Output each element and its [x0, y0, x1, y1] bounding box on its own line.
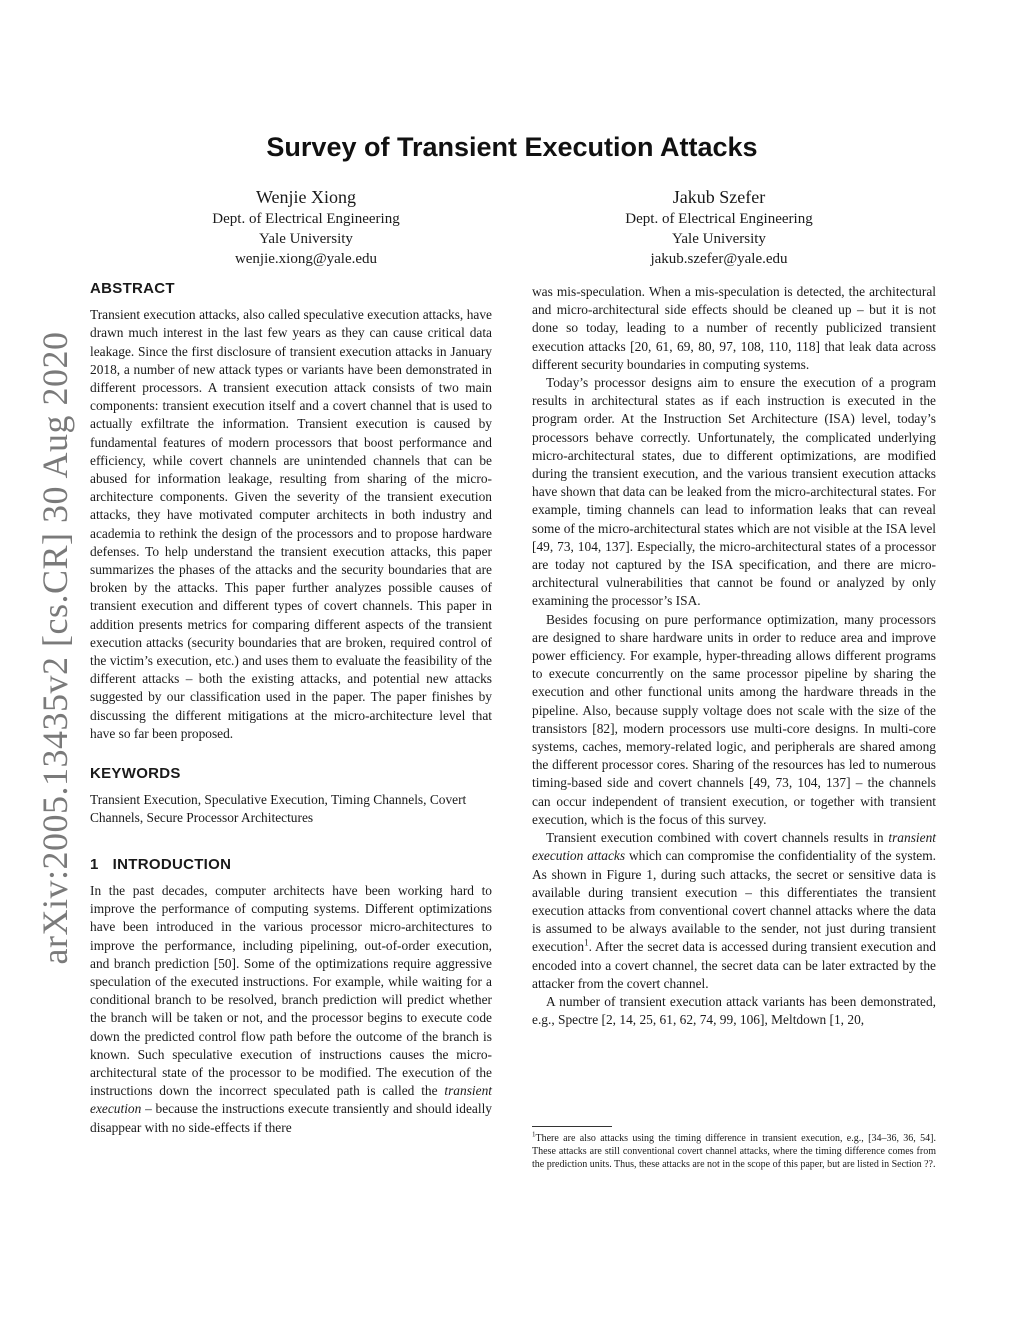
author-department: Dept. of Electrical Engineering — [625, 211, 813, 227]
right-column — [532, 283, 936, 1029]
author-department: Dept. of Electrical Engineering — [212, 211, 400, 227]
left-column — [90, 280, 492, 1137]
footnote-text: There are also attacks using the timing difference in transient execution, e.g., [34–36, 36, 54]. These attacks are still conventional covert channel attacks, where the timing difference comes from the prediction units. Thus, these attacks are not in the scope of this paper, but are listed in Section ??. — [532, 1133, 936, 1170]
introduction-heading — [90, 856, 492, 874]
intro-p4-emphasis: transient execution attacks — [532, 830, 936, 864]
paper-title: Survey of Transient Execution Attacks — [266, 132, 758, 162]
author-email: jakub.szefer@yale.edu — [650, 251, 788, 267]
footnote-marker[interactable]: 1 — [584, 937, 589, 948]
intro-paragraph-3: Besides focusing on pure performance optimization, many processors are designed to share hardware units in order to reduce area and improve power efficiency. For example, hyper-threading allows different programs to execute concurrently on the same processor pipeline by sharing the execution and other functional units among the hardware threads in the pipeline. Also, because supply voltage does not scale with the size of the transistors [82], modern processors use multi-core designs. In multi-core systems, caches, memory-related logic, and peripherals are shared among the different processor cores. Sharing of the resources has led to numerous timing-based side and covert channels [49, 73, 104, 137] – the channels can occur independent of transient execution, or together with transient execution, which is the focus of this survey. — [532, 611, 936, 827]
footnote-number: 1 — [532, 1130, 536, 1139]
author-name: Jakub Szefer — [672, 187, 766, 207]
intro-p4-end: . After the secret data is accessed during transient execution and encoded into a covert channel, the secret data can be later extracted by the attacker from the covert channel. — [532, 939, 936, 991]
author-email: wenjie.xiong@yale.edu — [234, 251, 378, 267]
intro-paragraph-1 — [90, 882, 492, 1137]
section-number: 1 — [90, 855, 99, 873]
intro-p1-continued-left: – because the instructions execute transiently and should ideally disappear with no side-effects if there — [90, 1101, 492, 1135]
keywords-heading: KEYWORDS — [90, 765, 181, 783]
intro-paragraph-2: Today’s processor designs aim to ensure the execution of a program results in architectural states as if each instruction is executed in the program order. At the Instruction Set Architecture (ISA) level, today’s processors behave correctly. Unfortunately, the complicated underlying micro-architectural states, due to different optimizations, are modified during the transient execution, and the various transient execution attacks have shown that data can be leaked from the micro-architectural states. For example, timing channels can lead to information leaks that can reveal some of the micro-architectural states which are not visible at the ISA level [49, 73, 104, 137]. Especially, the micro-architectural states of a processor are today not captured by the ISA specification, and there are micro-architectural vulnerabilities that cannot be found or analyzed by only examining the processor’s ISA. — [532, 375, 936, 609]
author-university: Yale University — [672, 231, 766, 247]
intro-p4-text: Transient execution combined with covert channels results in — [546, 830, 889, 846]
abstract-text: Transient execution attacks, also called speculative execution attacks, have drawn much interest in the last few years as they can cause critical data leakage. Since the first disclosure of transient execution attacks in January 2018, a number of new attack types or variants have been demonstrated in different processors. A transient execution attack consists of two main components: transient execution itself and a covert channel that is used to actually exfiltrate the information. Transient execution is caused by fundamental features of modern processors that boost performance and efficiency, while covert channels are unintended channels that can be abused for information leakage, resulting from sharing of the micro-architecture components. Given the severity of the transient execution attacks, they have motivated computer architects in both industry and academia to rethink the design of the processors and to propose hardware defenses. To help understand the transient execution attacks, this paper summarizes the phases of the attacks and the security boundaries that are broken by the attacks. This paper further analyzes possible causes of transient execution and different types of covert channels. This paper in addition presents metrics for comparing different aspects of the transient execution attacks (security boundaries that are broken, required control of the victim’s execution, etc.) and uses them to evaluate the feasibility of the different attacks – both the existing attacks, and potential new attacks suggested by our classification used in the paper. The paper finishes by discussing the different mitigations at the micro-architecture level that have so far been proposed. — [90, 307, 492, 741]
author-name: Wenjie Xiong — [255, 187, 357, 207]
intro-p4-middle: which can compromise the confidentiality of the system. As shown in Figure 1, during such attacks, the secret or sensitive data is available during transient execution – this differentiates the transient execution attacks from conventional covert channel attacks where the data is assumed to be always available to the sender, not just during transient execution — [532, 848, 936, 955]
footnote-divider — [532, 1126, 612, 1127]
arxiv-identifier-stamp: arXiv:2005.13435v2 [cs.CR] 30 Aug 2020 — [35, 331, 75, 965]
abstract-heading: ABSTRACT — [90, 280, 175, 297]
footnote — [532, 1132, 936, 1171]
author-block — [569, 186, 869, 269]
intro-p1-text: In the past decades, computer architects have been working hard to improve the performance of computing systems. Different optimizations have been introduced in the various processor micro-architectures to improve the performance, including pipelining, out-of-order execution, and branch prediction [50]. Some of the optimizations require aggressive speculation of the executed instructions. For example, while waiting for a conditional branch to be resolved, branch prediction will predict whether the branch will be taken or not, and the processor begins to execute code down the predicted control flow path before the outcome of the branch is known. Such speculative execution of instructions causes the micro-architectural state of the processor to be modified. The execution of the instructions down the incorrect speculated path is called the — [90, 882, 492, 1099]
section-title: INTRODUCTION — [112, 855, 232, 873]
keywords-text: Transient Execution, Speculative Execution, Timing Channels, Covert Channels, Secure Processor Architectures — [90, 792, 467, 826]
intro-p1-emphasis: transient execution — [90, 1083, 492, 1117]
intro-p1-continued: was mis-speculation. When a mis-speculation is detected, the architectural and micro-architectural side effects should be cleaned up – but it is not done so today, leading to a number of recently publicized transient execution attacks [20, 61, 69, 80, 97, 108, 110, 118] that leak data across different security boundaries in computing systems. — [532, 284, 936, 372]
intro-paragraph-4 — [532, 829, 936, 993]
intro-paragraph-5: A number of transient execution attack variants has been demonstrated, e.g., Spectre [2, 14, 25, 61, 62, 74, 99, 106], Meltdown [1, 20, — [532, 993, 936, 1028]
author-block — [156, 186, 456, 269]
author-university: Yale University — [259, 231, 353, 247]
